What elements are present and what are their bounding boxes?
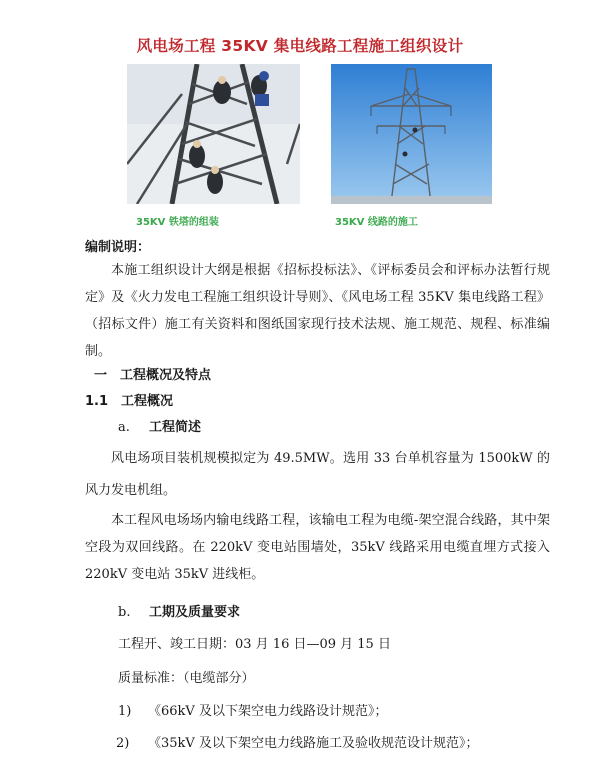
project-scale-paragraph: 风电场项目装机规模拟定为 49.5MW。选用 33 台单机容量为 1500kW 的风力发电机组。	[85, 451, 550, 498]
schedule-text: 工程开、竣工日期：03 月 16 日—09 月 15 日	[118, 637, 391, 652]
line-construction-caption: 35KV 线路的施工	[335, 217, 418, 228]
standard-text: 《66kV 及以下架空电力线路设计规范》；	[148, 704, 388, 719]
standard-number: 2)	[116, 736, 130, 751]
item-a-heading: 工程简述	[149, 420, 202, 435]
section-heading: 一 工程概况及特点	[94, 368, 212, 383]
preface-heading: 编制说明：	[85, 240, 151, 255]
tower-assembly-caption: 35KV 铁塔的组装	[136, 217, 219, 228]
item-a-marker: a.	[118, 420, 130, 435]
item-b-marker: b.	[118, 605, 131, 620]
preface-body: 本施工组织设计大纲是根据《招标投标法》、《评标委员会和评标办法暂行规定》及《火力发电工程施工组织设计导则》、《风电场工程 35KV 集电线路工程》（招标文件）施工有关资料和图纸国家现行技术法规、施工规范、规程、标准编制。	[85, 263, 550, 359]
standard-number: 1)	[118, 704, 132, 719]
tower-assembly-photo	[127, 64, 300, 204]
line-description-paragraph: 本工程风电场场内输电线路工程，该输电工程为电缆-架空混合线路，其中架空段为双回线路。在 220kV 变电站围墙处，35kV 线路采用电缆直埋方式接入 220kV 变电站 35kV 进线柜。	[85, 513, 550, 582]
document-title: 风电场工程 35KV 集电线路工程施工组织设计	[136, 37, 464, 55]
standard-text: 《35kV 及以下架空电力线路施工及验收规范设计规范》；	[148, 736, 479, 751]
line-construction-photo	[331, 64, 492, 204]
item-b-heading: 工期及质量要求	[149, 605, 241, 620]
quality-standard-label: 质量标准：（电缆部分）	[118, 671, 255, 686]
subsection-heading: 1.1 工程概况	[85, 394, 174, 409]
